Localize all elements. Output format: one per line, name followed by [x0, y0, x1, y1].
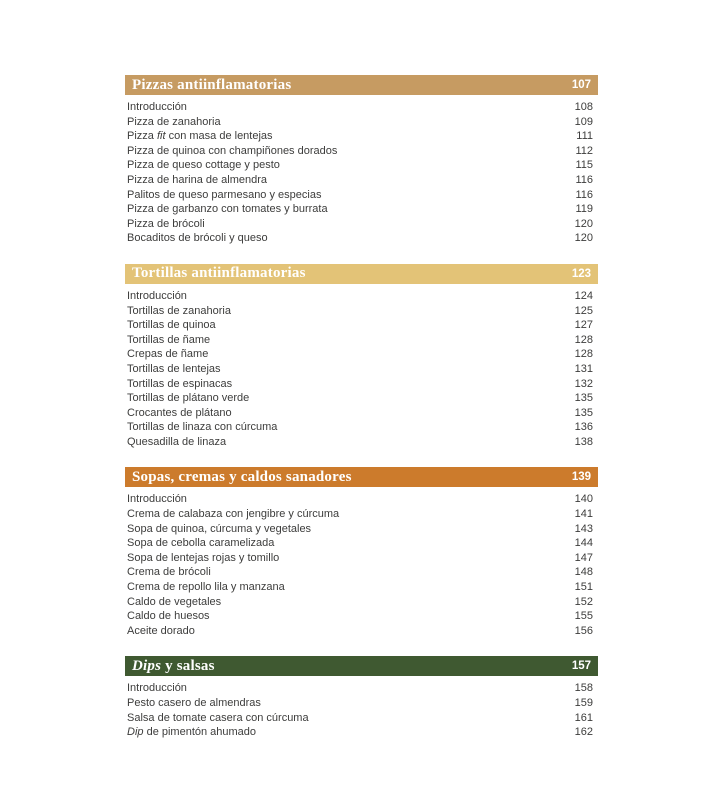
toc-entry [125, 507, 598, 522]
title-text: Introducción [127, 493, 187, 506]
title-text: Crocantes de plátano [127, 406, 232, 419]
entry-page-number: 140 [574, 493, 593, 506]
entry-title [127, 100, 187, 115]
toc-entry [125, 347, 598, 362]
toc-entry [125, 696, 598, 711]
toc-entry [125, 492, 598, 507]
title-text: Crema de brócoli [127, 566, 211, 579]
entry-page-number: 119 [575, 203, 593, 216]
toc-entry [125, 435, 598, 450]
title-text: Sopa de quinoa, cúrcuma y vegetales [127, 522, 312, 535]
title-text: Introducción [127, 682, 187, 695]
entry-title [127, 580, 285, 595]
entry-title [127, 115, 221, 130]
entry-title [127, 725, 256, 740]
title-text: Tortillas de zanahoria [127, 304, 231, 317]
entry-title [127, 609, 210, 624]
entry-page-number: 161 [574, 711, 593, 724]
title-text: Crepas de ñame [127, 348, 209, 361]
toc-entry [125, 681, 598, 696]
entry-title [127, 202, 328, 217]
toc-entry [125, 565, 598, 580]
entry-page-number: 127 [574, 319, 593, 332]
table-of-contents [125, 75, 598, 758]
entry-page-number: 156 [574, 624, 593, 637]
entry-page-number: 112 [575, 144, 593, 157]
entry-page-number: 128 [574, 333, 593, 346]
entry-title [127, 391, 249, 406]
toc-entry [125, 333, 598, 348]
entry-page-number: 148 [574, 566, 593, 579]
entry-page-number: 152 [574, 595, 593, 608]
title-text: Pizza de harina de almendra [127, 173, 268, 186]
toc-section [125, 75, 598, 246]
entry-page-number: 120 [574, 232, 593, 245]
title-text: Tortillas de lentejas [127, 362, 221, 375]
title-text: de pimentón ahumado [143, 726, 257, 739]
toc-entry [125, 362, 598, 377]
entry-page-number: 141 [574, 508, 593, 521]
entry-page-number: 109 [574, 115, 593, 128]
title-text: Sopa de cebolla caramelizada [127, 537, 275, 550]
title-text-italic: Dips [132, 657, 162, 674]
section-page-number: 157 [571, 660, 591, 673]
entry-title [127, 347, 208, 362]
section-page-number: 123 [571, 267, 591, 280]
entry-title [127, 711, 309, 726]
toc-section [125, 264, 598, 450]
entry-page-number: 120 [574, 217, 593, 230]
entry-title [127, 696, 261, 711]
section-title [132, 658, 215, 675]
entry-title [127, 333, 210, 348]
entry-title [127, 420, 277, 435]
entry-title [127, 362, 221, 377]
entry-page-number: 155 [574, 610, 593, 623]
toc-entry [125, 420, 598, 435]
title-text: Tortillas de espinacas [127, 377, 233, 390]
entry-page-number: 124 [574, 289, 593, 302]
title-text: Quesadilla de linaza [127, 435, 227, 448]
entry-page-number: 125 [574, 304, 593, 317]
entry-title [127, 522, 311, 537]
toc-entry [125, 158, 598, 173]
toc-entry [125, 377, 598, 392]
title-text-italic: Dip [127, 726, 144, 739]
entry-page-number: 135 [574, 392, 593, 405]
entry-title [127, 681, 187, 696]
toc-entry [125, 318, 598, 333]
entry-title [127, 406, 232, 421]
title-text: Tortillas de plátano verde [127, 392, 250, 405]
entry-page-number: 116 [575, 188, 593, 201]
toc-entry [125, 304, 598, 319]
entry-page-number: 144 [574, 537, 593, 550]
section-header-bar [125, 467, 598, 487]
toc-entry [125, 522, 598, 537]
title-text: Tortillas de quinoa [127, 319, 216, 332]
toc-entry [125, 580, 598, 595]
entry-page-number: 115 [575, 159, 593, 172]
section-header-bar [125, 75, 598, 95]
title-text: y salsas [161, 657, 215, 674]
entry-title [127, 289, 187, 304]
toc-entry [125, 711, 598, 726]
entry-title [127, 565, 211, 580]
toc-entry [125, 188, 598, 203]
title-text: Sopa de lentejas rojas y tomillo [127, 551, 280, 564]
entry-page-number: 116 [575, 173, 593, 186]
entry-title [127, 304, 231, 319]
entry-page-number: 135 [574, 406, 593, 419]
entry-title [127, 624, 195, 639]
title-text: Caldo de huesos [127, 610, 210, 623]
entry-title [127, 188, 321, 203]
entry-title [127, 435, 226, 450]
toc-section [125, 467, 598, 638]
title-text: Crema de calabaza con jengibre y cúrcuma [127, 508, 340, 521]
toc-entry [125, 217, 598, 232]
section-entry-list [125, 681, 598, 739]
section-title [132, 77, 291, 94]
section-page-number: 107 [571, 79, 591, 91]
section-title [132, 265, 306, 282]
toc-entry [125, 129, 598, 144]
toc-entry [125, 406, 598, 421]
toc-entry [125, 609, 598, 624]
section-page-number: 139 [571, 471, 591, 484]
entry-title [127, 551, 279, 566]
toc-entry [125, 100, 598, 115]
title-text: con masa de lentejas [165, 130, 273, 143]
section-header-bar [125, 264, 598, 284]
entry-page-number: 132 [574, 377, 593, 390]
toc-entry [125, 725, 598, 740]
toc-entry [125, 173, 598, 188]
title-text: Pizzas antiinflamatorias [132, 76, 292, 93]
title-text: Salsa de tomate casera con cúrcuma [127, 711, 309, 724]
title-text: Crema de repollo lila y manzana [127, 581, 285, 594]
title-text: Tortillas de linaza con cúrcuma [127, 421, 278, 434]
title-text: Bocaditos de brócoli y queso [127, 232, 268, 245]
entry-page-number: 128 [574, 348, 593, 361]
entry-title [127, 231, 268, 246]
title-text: Pizza de quinoa con champiñones dorados [127, 144, 338, 157]
entry-page-number: 147 [574, 551, 593, 564]
section-title [132, 469, 352, 486]
toc-entry [125, 551, 598, 566]
toc-entry [125, 536, 598, 551]
entry-title [127, 318, 216, 333]
entry-page-number: 159 [574, 697, 593, 709]
title-text: Pesto casero de almendras [127, 697, 261, 709]
title-text: Pizza de queso cottage y pesto [127, 159, 280, 172]
section-entry-list [125, 100, 598, 246]
title-text: Sopas, cremas y caldos sanadores [132, 468, 352, 485]
title-text-italic: fit [156, 130, 166, 143]
title-text: Introducción [127, 289, 187, 302]
entry-page-number: 158 [574, 682, 593, 695]
entry-title [127, 595, 221, 610]
toc-entry [125, 289, 598, 304]
entry-page-number: 143 [574, 522, 593, 535]
toc-section [125, 656, 598, 739]
toc-entry [125, 391, 598, 406]
entry-title [127, 217, 205, 232]
entry-page-number: 131 [574, 362, 593, 375]
toc-entry [125, 202, 598, 217]
toc-entry [125, 231, 598, 246]
entry-page-number: 111 [576, 130, 593, 143]
section-header-bar [125, 656, 598, 676]
entry-page-number: 108 [574, 101, 593, 113]
entry-page-number: 136 [574, 421, 593, 434]
toc-entry [125, 115, 598, 130]
title-text: Pizza de brócoli [127, 217, 205, 230]
toc-entry [125, 144, 598, 159]
section-entry-list [125, 492, 598, 638]
entry-title [127, 507, 339, 522]
entry-page-number: 151 [574, 581, 593, 594]
entry-title [127, 492, 187, 507]
entry-title [127, 158, 280, 173]
title-text: Aceite dorado [127, 624, 195, 637]
toc-entry [125, 624, 598, 639]
toc-entry [125, 595, 598, 610]
entry-title [127, 377, 232, 392]
title-text: Introducción [127, 101, 187, 113]
title-text: Tortillas de ñame [127, 333, 211, 346]
entry-page-number: 138 [574, 435, 593, 448]
entry-title [127, 129, 273, 144]
title-text: Caldo de vegetales [127, 595, 222, 608]
entry-title [127, 144, 337, 159]
entry-title [127, 536, 274, 551]
title-text: Pizza de garbanzo con tomates y burrata [127, 203, 328, 216]
title-text: Pizza [127, 130, 157, 143]
entry-title [127, 173, 267, 188]
title-text: Tortillas antiinflamatorias [132, 265, 306, 282]
title-text: Palitos de queso parmesano y especias [127, 188, 322, 201]
section-entry-list [125, 289, 598, 450]
entry-page-number: 162 [574, 726, 593, 739]
title-text: Pizza de zanahoria [127, 115, 221, 128]
